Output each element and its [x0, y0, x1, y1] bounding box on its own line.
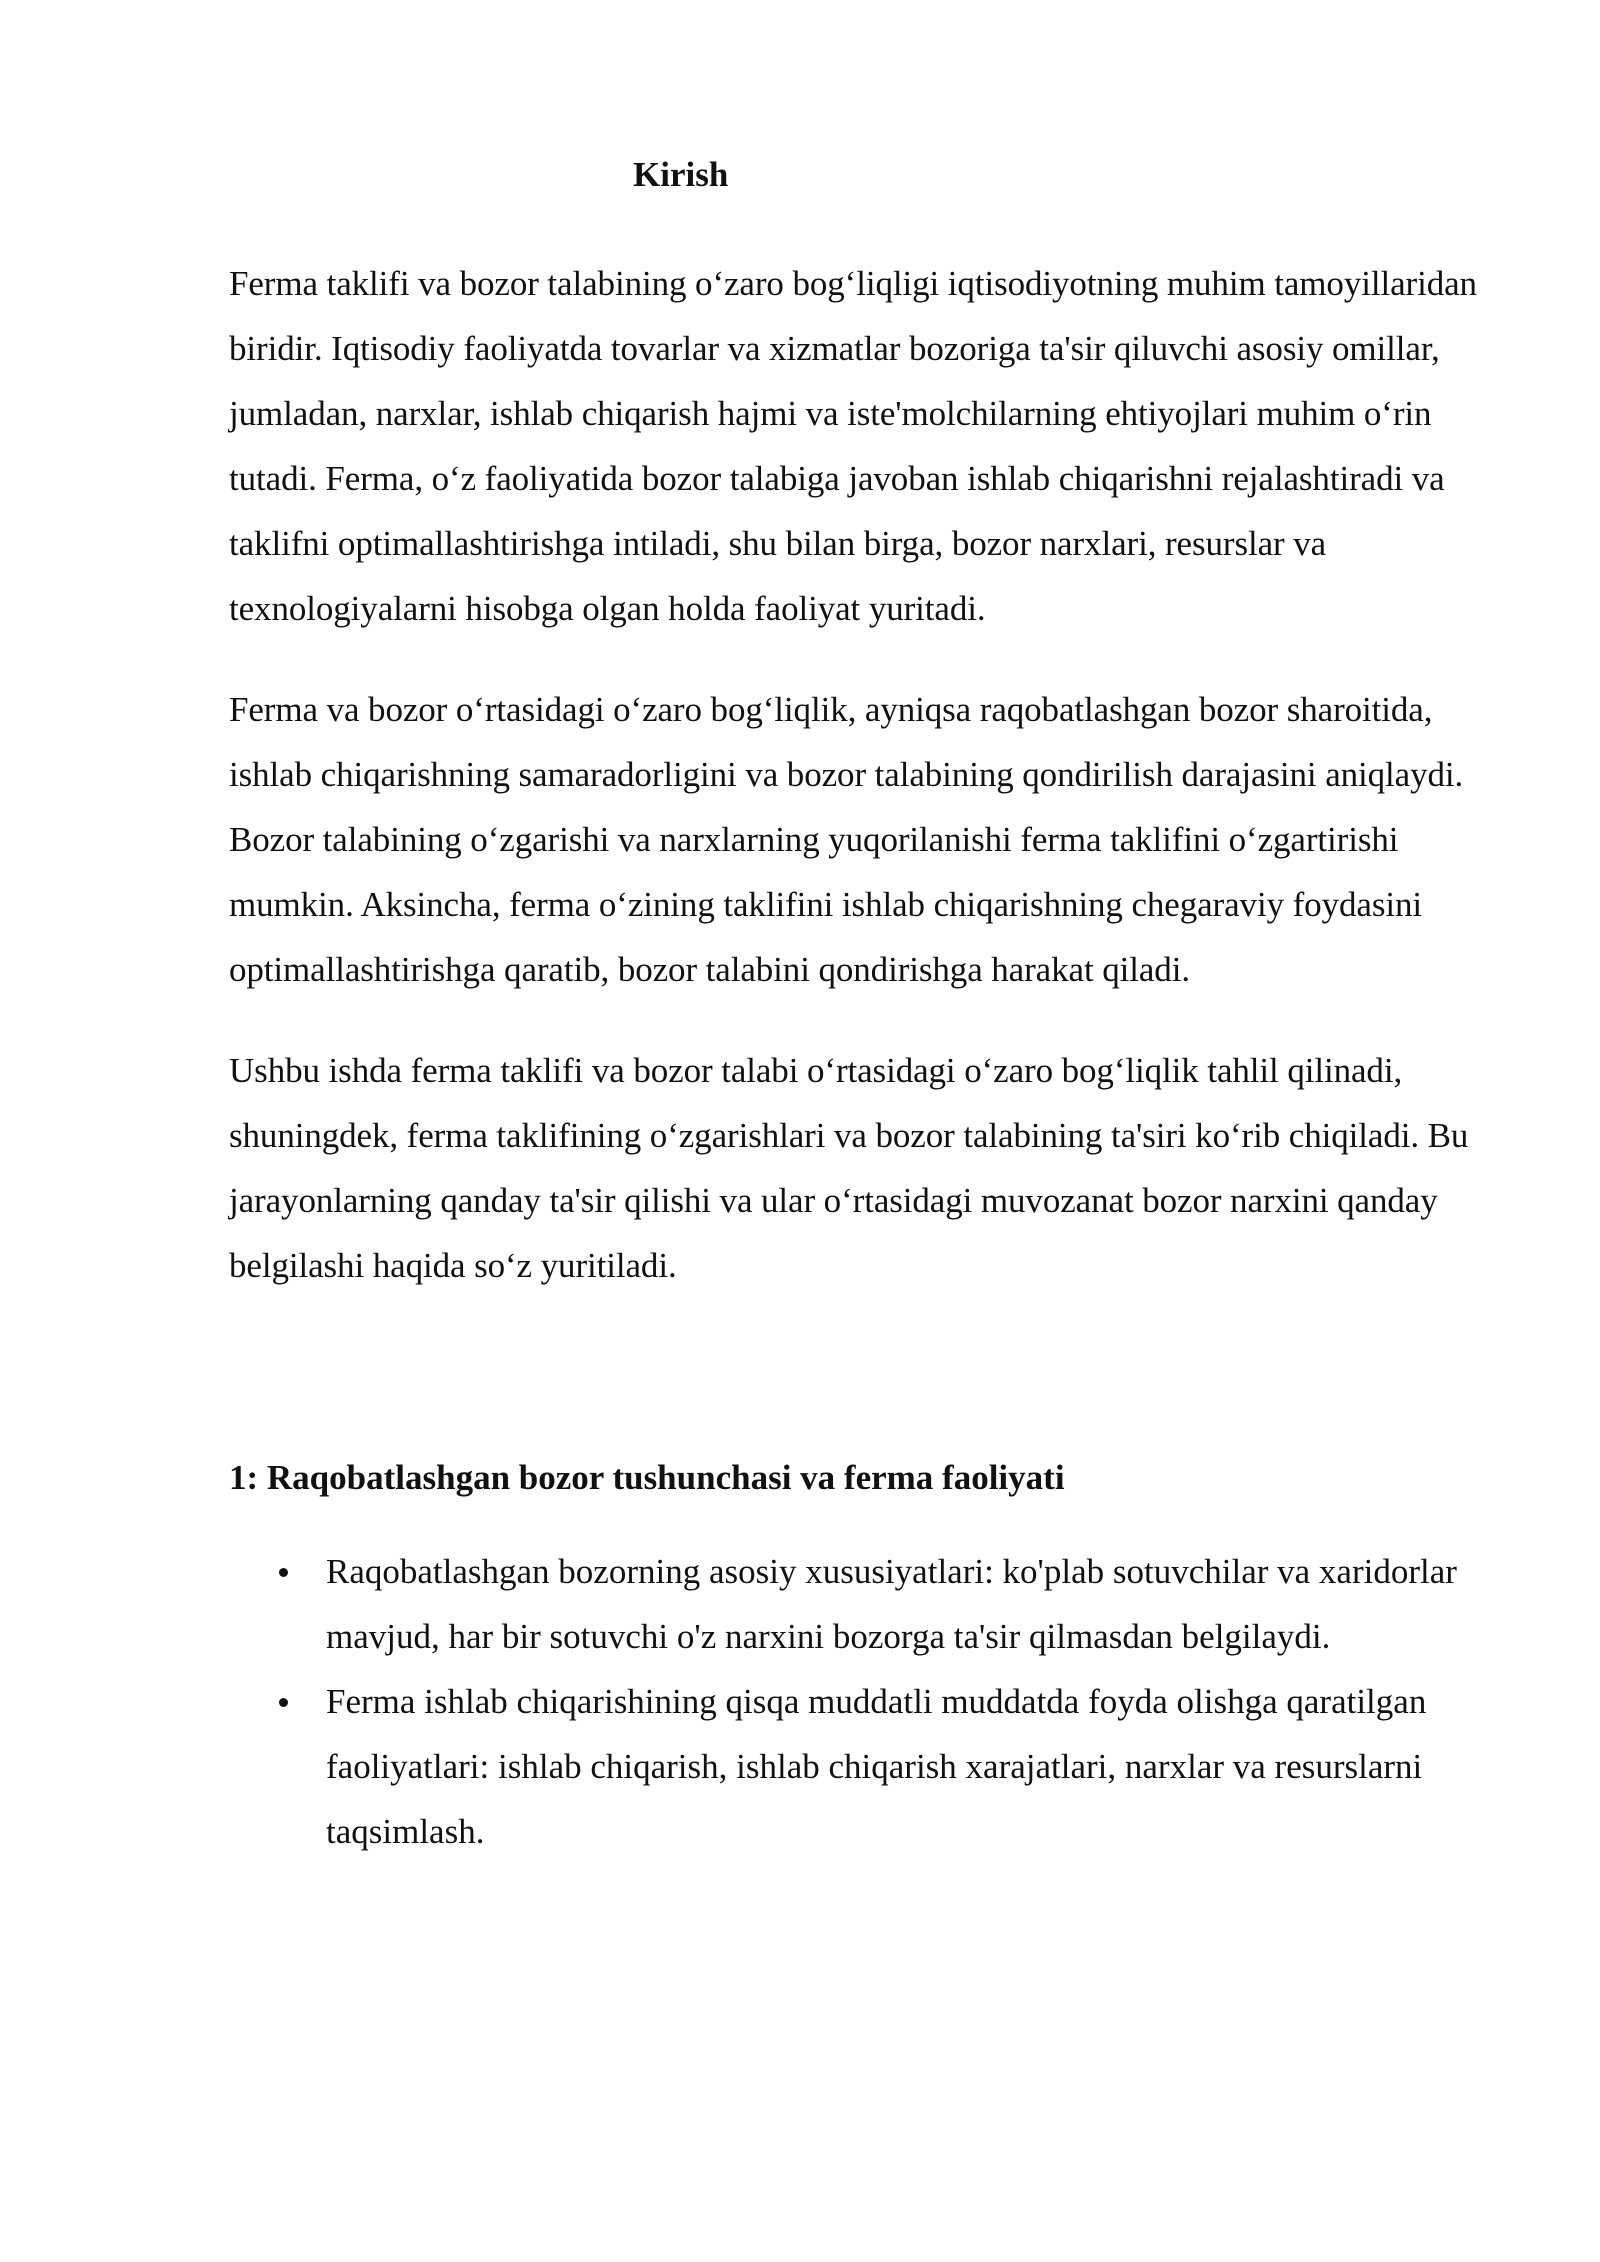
- intro-paragraph-3: Ushbu ishda ferma taklifi va bozor talabi o‘rtasidagi o‘zaro bog‘liqlik tahlil qilinadi, shuningdek, ferma taklifining o‘zgarishlari va bozor talabining ta'siri ko‘rib chiqiladi. Bu jarayonlarning qanday ta'sir qilishi va ular o‘rtasidagi muvozanat bozor narxini qanday belgilashi haqida so‘z yuritiladi.: [229, 1051, 1469, 1285]
- intro-paragraph-1: Ferma taklifi va bozor talabining o‘zaro bog‘liqligi iqtisodiyotning muhim tamoyillaridan biridir. Iqtisodiy faoliyatda tovarlar va xizmatlar bozoriga ta'sir qiluvchi asosiy omillar, jumladan, narxlar, ishlab chiqarish hajmi va iste'molchilarning ehtiyojlari muhim o‘rin tutadi. Ferma, o‘z faoliyatida bozor talabiga javoban ishlab chiqarishni rejalashtiradi va taklifni optimallashtirishga intiladi, shu bilan birga, bozor narxlari, resurslar va texnologiyalarni hisobga olgan holda faoliyat yuritadi.: [229, 264, 1477, 628]
- intro-paragraph-2: Ferma va bozor o‘rtasidagi o‘zaro bog‘liqlik, ayniqsa raqobatlashgan bozor sharoitida, ishlab chiqarishning samaradorligini va bozor talabining qondirilish darajasini aniqlaydi. Bozor talabining o‘zgarishi va narxlarning yuqorilanishi ferma taklifini o‘zgartirishi mumkin. Aksincha, ferma o‘zining taklifini ishlab chiqarishning chegaraviy foydasini optimallashtirishga qaratib, bozor talabini qondirishga harakat qiladi.: [229, 690, 1464, 989]
- bullet-text: Raqobatlashgan bozorning asosiy xususiyatlari: ko'plab sotuvchilar va xaridorlar mavjud, har bir sotuvchi o'z narxini bozorga ta'sir qilmasdan belgilaydi.: [326, 1552, 1457, 1656]
- bullet-item: [229, 1669, 1489, 1864]
- bullet-list: [229, 1539, 1489, 1864]
- page-title: Kirish: [633, 155, 729, 194]
- document-content: [229, 150, 1489, 1864]
- bullet-item: [229, 1539, 1489, 1669]
- section-heading: 1: Raqobatlashgan bozor tushunchasi va ferma faoliyati: [229, 1458, 1065, 1497]
- bullet-dot-icon: [279, 1698, 288, 1707]
- bullet-dot-icon: [279, 1568, 288, 1577]
- bullet-text: Ferma ishlab chiqarishining qisqa muddatli muddatda foyda olishga qaratilgan faoliyatlari: ishlab chiqarish, ishlab chiqarish xarajatlari, narxlar va resurslarni taqsimlash.: [326, 1682, 1427, 1851]
